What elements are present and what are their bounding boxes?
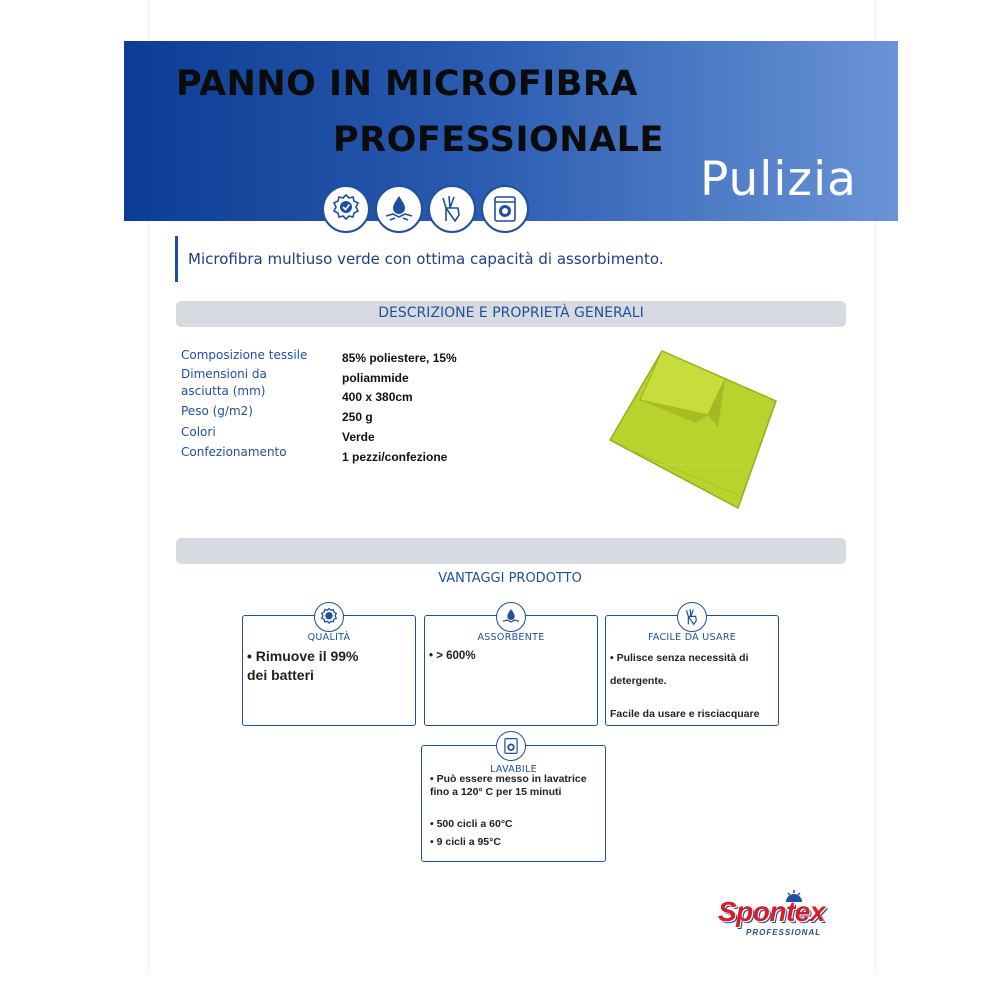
spec-value-packaging: 1 pezzi/confezione — [342, 450, 448, 464]
card-title-absorbent: ASSORBENTE — [477, 632, 545, 643]
advantage-card-washable — [421, 745, 606, 862]
washable-icon — [496, 731, 526, 761]
easy-use-icon — [677, 602, 707, 632]
spec-label-colors: Colori — [181, 425, 216, 439]
spec-label-packaging: Confezionamento — [181, 445, 287, 459]
spec-label-weight: Peso (g/m2) — [181, 404, 253, 418]
product-tagline: Microfibra multiuso verde con ottima capacità di assorbimento. — [188, 250, 664, 268]
tagline-accent-bar — [175, 236, 178, 282]
absorbent-icon — [496, 602, 526, 632]
card-text-washable-2: • 500 cicli a 60°C — [430, 818, 513, 830]
absorbent-icon — [375, 185, 423, 233]
card-title-easy-use: FACILE DA USARE — [647, 632, 737, 643]
brand-logo: Spontex — [718, 896, 825, 927]
card-text-quality: • Rimuove il 99% dei batteri — [247, 648, 359, 683]
category-label: Pulizia — [700, 152, 857, 207]
quality-icon — [314, 602, 344, 632]
advantages-section-title: VANTAGGI PRODOTTO — [438, 571, 582, 586]
product-title-line2: PROFESSIONALE — [333, 120, 664, 160]
product-title-line1: PANNO IN MICROFIBRA — [176, 64, 638, 104]
description-section-title: DESCRIZIONE E PROPRIETÀ GENERALI — [378, 305, 644, 321]
quality-icon — [322, 185, 370, 233]
card-title-quality: QUALITÀ — [307, 632, 351, 643]
spec-value-dimensions: 400 x 380cm — [342, 390, 413, 404]
washable-icon — [481, 185, 529, 233]
description-section-bar — [176, 301, 846, 327]
spec-value-composition: 85% poliestere, 15% poliammide — [342, 351, 457, 385]
brand-logo-sub: PROFESSIONAL — [746, 928, 822, 937]
easy-use-icon — [428, 185, 476, 233]
card-text-washable-1: • Può essere messo in lavatrice fino a 120° C per 15 minuti — [430, 773, 587, 798]
card-text-absorbent: • > 600% — [429, 650, 476, 662]
card-text-easy-use-1: • Pulisce senza necessità di detergente. — [610, 652, 749, 687]
card-text-easy-use-2: Facile da usare e risciacquare — [610, 708, 760, 720]
spec-value-weight: 250 g — [342, 410, 373, 424]
product-image-cloth — [600, 345, 780, 515]
spec-label-dimensions: Dimensioni da asciutta (mm) — [181, 367, 267, 398]
spec-value-colors: Verde — [342, 430, 375, 444]
spec-label-composition: Composizione tessile — [181, 348, 308, 362]
card-title-washable: LAVABILE — [490, 764, 537, 775]
advantages-section-bar — [176, 538, 846, 564]
card-text-washable-3: • 9 cicli a 95°C — [430, 836, 501, 848]
